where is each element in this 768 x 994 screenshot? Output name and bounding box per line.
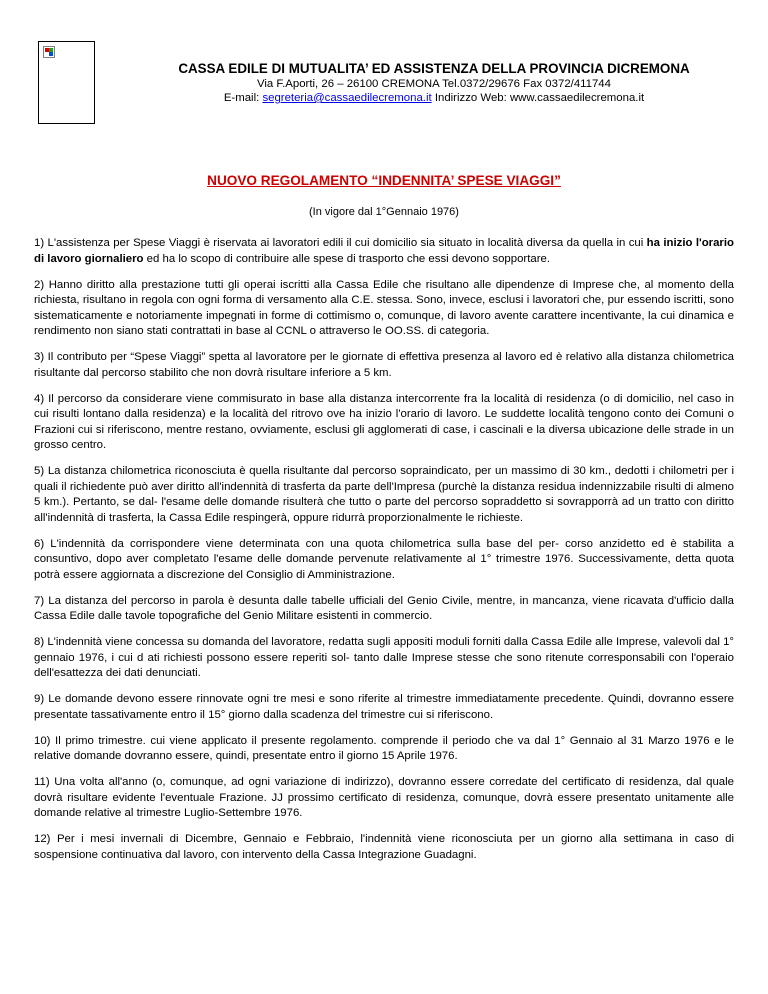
article-7: 7) La distanza del percorso in parola è desunta dalle tabelle ufficiali del Genio Civile, mentre, in mancanza, viene ricavata d'ufficio dalla Cassa Edile dalle tavole topografiche del Genio Militare esistenti in commercio. bbox=[34, 594, 734, 622]
article-9: 9) Le domande devono essere rinnovate ogni tre mesi e sono riferite al trimestre immediatamente precedente. Quindi, dovranno essere presentate tassativamente entro il 15° giorno dalla scadenza del trimestre cui si riferiscono. bbox=[34, 693, 734, 721]
article-4: 4) Il percorso da considerare viene commisurato in base alla distanza intercorrente fra la località di residenza (o di domicilio, nel caso in cui risulti lontano dalla residenza) e la località del ritrovo ove ha inizio l'orario di lavoro. Le suddette località tengono conto dei Comuni o Frazioni cui si riferiscono, mentre restano, ovviamente, esclusi gli agglomerati di case, i cascinali e la diversa ubicazione delle strade in un grosso centro. bbox=[34, 392, 734, 451]
organization-name: CASSA EDILE DI MUTUALITA’ ED ASSISTENZA DELLA PROVINCIA DICREMONA bbox=[178, 61, 690, 76]
article-11: 11) Una volta all'anno (o, comunque, ad ogni variazione di indirizzo), dovranno essere corredate del certificato di residenza, dal quale dovrà risultare evidente l'eventuale Frazione. JJ prossimo certificato di residenza, comunque, dovrà essere presentato unitamente alle domande relative al trimestre Luglio-Settembre 1976. bbox=[34, 776, 734, 819]
article-6: 6) L'indennità da corrispondere viene determinata con una quota chilometrica sulla base del per- corso anzidetto ed è stabilita a consuntivo, dopo aver completato l'esame delle domande pervenute relativamente al 1° trimestre 1976. Successivamente, detta quota potrà essere aggiornata a discrezione del Consiglio di Amministrazione. bbox=[34, 537, 734, 581]
article-3: 3) Il contributo per “Spese Viaggi” spetta al lavoratore per le giornate di effettiva presenza al lavoro ed è relativo alla distanza chilometrica risultante dal percorso stabilito che non dovrà risultare inferiore a 5 km. bbox=[34, 351, 734, 379]
email-web-line bbox=[100, 91, 768, 105]
article-12: 12) Per i mesi invernali di Dicembre, Gennaio e Febbraio, l'indennità viene riconosciuta per un giorno alla settimana in caso di sospensione continuativa dal lavoro, con intervento della Cassa Integrazione Guadagni. bbox=[34, 833, 734, 861]
address-line: Via F.Aporti, 26 – 26100 CREMONA Tel.0372/29676 Fax 0372/411744 bbox=[257, 78, 611, 90]
email-link[interactable]: segreteria@cassaedilecremona.it bbox=[262, 92, 432, 104]
document-title: NUOVO REGOLAMENTO “INDENNITA’ SPESE VIAGGI” bbox=[207, 173, 561, 188]
letterhead bbox=[100, 61, 768, 105]
regulation-body bbox=[34, 236, 734, 874]
article-1: 1) L'assistenza per Spese Viaggi è riservata ai lavoratori edili il cui domicilio sia situato in località diversa da quella in cui ha inizio l'orario di lavoro giornaliero ed ha lo scopo di contribuire alle spese di trasporto che essi devono sopportare. bbox=[34, 237, 734, 265]
logo-frame bbox=[38, 41, 95, 124]
email-label: E-mail: bbox=[223, 92, 263, 104]
image-placeholder-icon bbox=[43, 46, 55, 58]
article-5: 5) La distanza chilometrica riconosciuta è quella risultante dal percorso sopraindicato, per un massimo di 30 km., dedotti i chilometri per i quali il richiedente può aver diritto all'indennità di trasferta da parte dell'Impresa (purchè la distanza residua indennizzabile risulti di almeno 5 km.). Pertanto, se dal- l'esame delle domande risulterà che tutto o parte del percorso sopraddetto si sovrapporrà ad un tratto con diritto all'indennità di trasferta, la Cassa Edile respingerà, oppure ridurrà proporzionalmente le richieste. bbox=[34, 465, 734, 524]
article-8: 8) L'indennità viene concessa su domanda del lavoratore, redatta sugli appositi moduli forniti dalla Cassa Edile alle Imprese, valevoli dal 1° gennaio 1976, i cui d ati richiesti possono essere reperiti sol- tanto dalle Imprese stesse che sono ritenute corresponsabili con l'operaio dell'esattezza dei dati denunciati. bbox=[34, 636, 734, 679]
article-10: 10) Il primo trimestre. cui viene applicato il presente regolamento. comprende il periodo che va dal 1° Gennaio al 31 Marzo 1976 e le relative domande dovranno essere, quindi, presentate entro il giorno 15 Aprile 1976. bbox=[34, 734, 734, 762]
document-subtitle: (In vigore dal 1°Gennaio 1976) bbox=[309, 206, 459, 218]
article-2: 2) Hanno diritto alla prestazione tutti gli operai iscritti alla Cassa Edile che risultano alle dipendenze di Imprese che, al momento della richiesta, risultano in regola con ogni forma di versamento alla C.E. stessa. Sono, invece, esclusi i lavoratori che, pur essendo iscritti, sono sistematicamente e notoriamente impegnati in forme di cottimismo o, comunque, di lavoro avente carattere incentivante, la cui dinamica e rendimento non siano stati contrattati in base al CCNL o attraverso le OO.SS. di categoria. bbox=[34, 278, 734, 337]
website-text: Indirizzo Web: www.cassaedilecremona.it bbox=[431, 92, 645, 104]
article-1-emphasis: ha inizio l'orario di lavoro giornaliero bbox=[34, 237, 734, 265]
